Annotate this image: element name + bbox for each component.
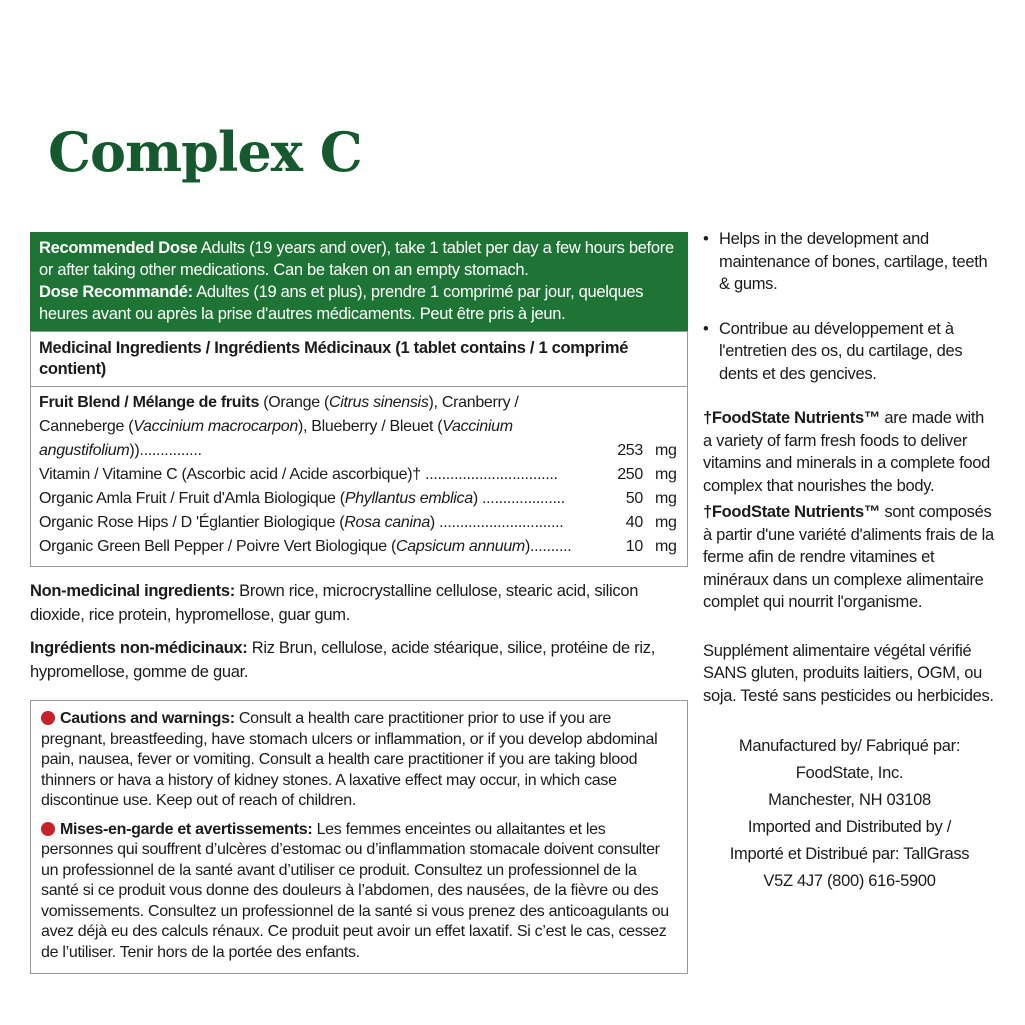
supplement-note: Supplément alimentaire végétal vérifié SANS gluten, produits laitiers, OGM, ou soja. Testé sans pesticides ou herbicides.: [703, 641, 994, 705]
ingredient-name: Organic Green Bell Pepper / Poivre Vert Biologique (Capsicum annuum)..........: [39, 538, 572, 555]
ingredient-name: Fruit Blend / Mélange de fruits (Orange (Citrus sinensis), Cranberry / Canneberge (Vaccinium macrocarpon), Blueberry / Bleuet (Vaccinium angustifolium))...............: [39, 394, 519, 459]
table-row: [39, 511, 679, 535]
cautions-en: [41, 709, 677, 812]
benefit-item: [703, 228, 996, 296]
ingredient-amount: 250: [617, 466, 643, 483]
manufacturer-line: Imported and Distributed by /: [747, 818, 952, 836]
bullet-icon: •: [703, 230, 709, 248]
cautions-en-text: Cautions and warnings: Consult a health care practitioner prior to use if you are pregnant, breastfeeding, have stomach ulcers or inflammation, or if you develop abdominal pain, nausea, fever or vomiting. Consult a health care practitioner if you are taking blood thinners or hava a history of kidney stones. A laxative effect may occur, in which case discontinue use. Keep out of reach of children.: [41, 710, 658, 809]
ingredient-unit: mg: [655, 466, 677, 483]
manufacturer-line: V5Z 4J7 (800) 616-5900: [763, 872, 936, 890]
manufacturer-line: Importé et Distribué par: TallGrass: [729, 845, 970, 863]
ingredient-amount: 253: [617, 442, 643, 459]
table-row: [39, 463, 679, 487]
ingredient-amount: 50: [625, 490, 643, 507]
ingredient-name: Organic Rose Hips / D 'Églantier Biologique (Rosa canina) ..............................: [39, 514, 564, 531]
medicinal-ingredients-header: Medicinal Ingredients / Ingrédients Médicinaux (1 tablet contains / 1 comprimé contient): [31, 332, 687, 387]
medicinal-ingredients-table: [30, 331, 688, 567]
manufacturer-block: [703, 733, 996, 895]
cautions-fr: [41, 820, 677, 964]
medicinal-ingredients-body: [31, 387, 687, 566]
table-row: [39, 535, 679, 559]
non-medicinal-fr: Ingrédients non-médicinaux: Riz Brun, cellulose, acide stéarique, silice, protéine de riz, hypromellose, gomme de guar.: [30, 639, 655, 681]
foodstate-fr: †FoodState Nutrients™ sont composés à partir d'une variété d'aliments frais de la ferme afin de rendre vitamines et minéraux dans un complexe alimentaire complet qui nourrit l'organisme.: [703, 503, 994, 611]
table-row: [39, 487, 679, 511]
ingredient-unit: mg: [655, 442, 677, 459]
recommended-dose-en: Recommended Dose Adults (19 years and over), take 1 tablet per day a few hours before or after taking other medications. Can be taken on an empty stomach.: [39, 239, 674, 279]
benefit-text: Helps in the development and maintenance of bones, cartilage, teeth & gums.: [719, 230, 988, 293]
ingredient-amount: 10: [625, 538, 643, 555]
cautions-fr-text: Mises-en-garde et avertissements: Les femmes enceintes ou allaitantes et les personnes qui souffrent d’ulcères d’estomac ou d’inflammation stomacale doivent consulter un professionnel de la santé avant d’utiliser ce produit. Consultez un professionnel de la santé si ce produit vous donne des douleurs à l’abdomen, des nausées, de la fièvre ou des vomissements. Consultez un professionnel de la santé si vous prenez des anticoagulants ou avez déjà eu des calculs rénaux. Ce produit peut avoir un effet laxatif. Si c’est le cas, cessez de l’utiliser. Tenir hors de la portée des enfants.: [41, 820, 669, 961]
cautions-box: [30, 700, 688, 974]
recommended-dose-fr: Dose Recommandé: Adultes (19 ans et plus), prendre 1 comprimé par jour, quelques heures avant ou après la prise d'autres médicaments. Peut être pris à jeun.: [39, 283, 644, 323]
recommended-dose-banner: [30, 232, 688, 331]
left-column: [30, 232, 688, 974]
manufacturer-line: FoodState, Inc.: [795, 764, 904, 782]
manufacturer-line: Manchester, NH 03108: [768, 791, 931, 809]
foodstate-en: †FoodState Nutrients™ are made with a variety of farm fresh foods to deliver vitamins and minerals in a complete food complex that nourishes the body.: [703, 409, 990, 495]
ingredient-unit: mg: [655, 514, 677, 531]
non-medicinal-section: [30, 579, 688, 684]
manufacturer-line: Manufactured by/ Fabriqué par:: [738, 737, 961, 755]
page-title: Complex C: [48, 120, 362, 184]
bullet-icon: •: [703, 319, 709, 338]
benefit-text: Contribue au développement et à l'entretien des os, du cartilage, des dents et des gencives.: [719, 319, 963, 383]
table-row: [39, 391, 679, 463]
right-column: [703, 228, 996, 895]
warning-dot-icon: [41, 711, 55, 725]
ingredient-amount: 40: [625, 514, 643, 531]
ingredient-unit: mg: [655, 538, 677, 555]
warning-dot-icon: [41, 822, 55, 836]
benefit-item: [703, 318, 996, 386]
ingredient-unit: mg: [655, 490, 677, 507]
ingredient-name: Organic Amla Fruit / Fruit d'Amla Biologique (Phyllantus emblica) ....................: [39, 490, 565, 507]
non-medicinal-en: Non-medicinal ingredients: Brown rice, microcrystalline cellulose, stearic acid, silicon dioxide, rice protein, hypromellose, guar gum.: [30, 582, 639, 624]
ingredient-name: Vitamin / Vitamine C (Ascorbic acid / Acide ascorbique)† ................................: [39, 466, 558, 483]
